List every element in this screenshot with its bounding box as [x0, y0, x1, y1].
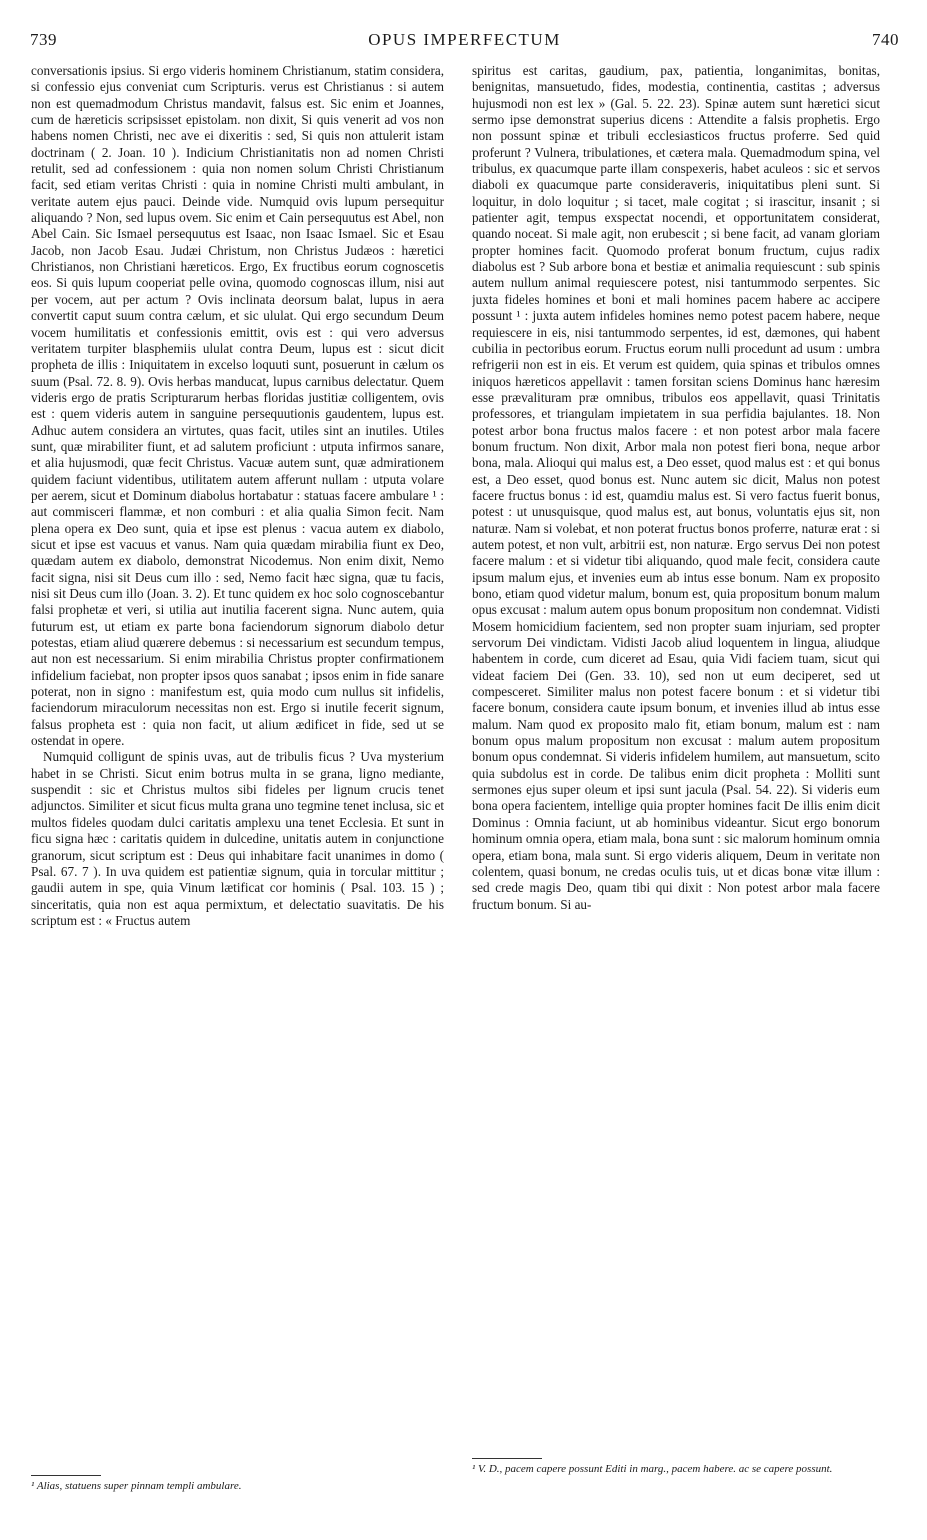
- left-footnote: ¹ Alias, statuens super pinnam templi ambulare.: [31, 1480, 242, 1492]
- left-column: [31, 63, 444, 1492]
- page-number-left: 739: [30, 30, 57, 49]
- running-title: OPUS IMPERFECTUM: [368, 30, 561, 49]
- right-paragraph-1: spiritus est caritas, gaudium, pax, patientia, longanimitas, bonitas, benignitas, mansuetudo, fides, modestia, continentia, castitas ; adversus hujusmodi non est lex » (Gal. 5. 22. 23). Spinæ autem sunt hæretici sicut sermo ipse demonstrat superius dicens : Attendite a falsis prophetis. Ergo non possunt spinæ et tribuli ecclesiasticos fructus proferre. Sed quid proferunt ? Vulnera, tribulationes, et cætera mala. Quemadmodum spina, vel tribulus, ex quacumque parte illam conspexeris, habet aculeos : sic et servos diaboli ex quacumque parte consideraveris, iniquitatibus pleni sunt. Si loquitur, in dolo loquitur ; si tacet, male cogitat ; si irascitur, insanit ; si patienter agit, tempus exspectat nocendi, et opportunitatem considerat, quando noceat. Si male agit, non erubescit ; si bene facit, ad vanam gloriam propter homines facit. Quomodo proferat bonum fructum, cujus radix diabolus est ? Sub arbore bona et bestiæ et animalia requiescunt : sub spinis autem nullum animal requiescere potest, nisi tantummodo serpentes. Sic juxta fideles homines et boni et mali homines pacem habere ac accipere possunt ¹ : juxta autem infideles homines nemo potest pacem habere, neque requiescere in eis, nisi tantummodo serpentes, id est, dæmones, qui habent cubilia in pectoribus eorum. Fructus eorum nulli procedunt ad usum : umbra refrigerii non est in eis. Et verum est quidem, quia spinas et tribulos omnes iniquos hæreticos appellavit : tamen forsitan sciens Dominus hanc hæresim esse prævalituram præ omnibus, tribulos eos appellavit, quasi Trinitatis professores, et triangulam impietatem in sua perfidia bajulantes. 18. Non potest arbor bona fructus malos facere : et non potest arbor mala facere bonum fructum. Non dixit, Arbor mala non potest fieri bona, neque arbor bona, mala. Alioqui qui malus est, a Deo esset, quod malus est : et qui bonus est, a Deo esset, quod bonus est. Nunc autem sic dicit, Malus non potest facere fructus bonus : id est, quamdiu malus est. Si vero factus fuerit bonus, potest : ut unusquisque, quod malus est, aut bonus, voluntatis ejus sit, non naturæ. Nam si volebat, et non poterat fructus bonos proferre, naturæ erat : si autem potest, et non vult, arbitrii est, non naturæ. Ergo servus Dei non potest facere malum : et si videtur tibi aliquando, quod male fecit, considera caute ipsum malum ejus, et invenies eum ab intus esse bonum. Nam ex proposito bono, etiam quod videtur malum, bonum est, quia propositum bonum malum opus excusat : malum autem opus bonum propositum non condemnat. Vidisti Mosem homicidium facientem, sed non propter suam injuriam, sed propter servorum Dei vindictam. Vidisti Jacob aliud loquentem in lingua, aliudque habentem in corde, cum diceret ad Esau, quia Vidi faciem tuam, sicut qui videat faciem Dei (Gen. 33. 10), sed non ut eum deciperet, sed ut compesceret. Similiter malus non potest facere bonum : et si videtur tibi facere bonum, considera caute ipsum bonum, et invenies illud ab intus esse malum. Nam quod ex proposito malo fit, etiam bonum, malum est : nam bonum opus malum propositum non excusat : malum autem propositum bonum opus condemnat. Si videris infidelem humilem, aut mansuetum, scito quia subdolus est in corde. De talibus enim dicit propheta : Molliti sunt sermones ejus super oleum et ipsi sunt jacula (Psal. 54. 22). Si videris eum bona opera facientem, intellige quia propter homines facit De illis enim dicit Dominus : Omnia faciunt, ut ab hominibus videantur. Sicut ergo bonorum hominum omnia opera, etiam mala, bona sunt : sic malorum hominum omnia opera, etiam bona, mala sunt. Si ergo videris aliquem, Deum in veritate non colentem, quasi bonum, ne credas oculis tuis, ut et dicas bonæ vitæ illum : sed crede magis Deo, quam tibi qui dixit : Non potest arbor mala facere fructum bonum. Si au-: [472, 63, 880, 912]
- page-header: [30, 30, 899, 60]
- right-column: [472, 63, 880, 1475]
- left-paragraph-2: Numquid colligunt de spinis uvas, aut de tribulis ficus ? Uva mysterium habet in se Christi. Sicut enim botrus multa in se grana, ligno mediante, suspendit : sic et Christus multos sibi fideles per lignum crucis tenet adjunctos. Similiter et sicut ficus multa grana uno tegmine tenet inclusa, sic et multos fideles quodam dulci caritatis amplexu una tenet Ecclesia. Et sunt in ficu signa hæc : caritatis quidem in dulcedine, unitatis autem in conjunctione granorum, sicut scriptum est : Deus qui inhabitare facit unanimes in domo ( Psal. 67. 7 ). In uva quidem est patientiæ signum, quia in torcular mittitur ; gaudii autem in spe, quia Vinum lætificat cor hominis ( Psal. 103. 15 ) ; sinceritatis, quia non est aqua permixtum, et delectatio suavitatis. De his scriptum est : « Fructus autem: [31, 749, 444, 928]
- right-column-text: [472, 63, 880, 1325]
- footnote-rule: [472, 1458, 542, 1459]
- right-footnote-block: [472, 1454, 880, 1476]
- left-column-text: [31, 63, 444, 1406]
- page-number-right: 740: [872, 30, 899, 49]
- right-footnote: ¹ V. D., pacem capere possunt Editi in marg., pacem habere. ac se capere possunt.: [472, 1463, 833, 1475]
- footnote-rule: [31, 1475, 101, 1476]
- left-paragraph-1: conversationis ipsius. Si ergo videris hominem Christianum, statim considera, si confessio ejus conveniat cum Scripturis. verus est Christianus : si autem non est quemadmodum Christus mandavit, falsus est. Sic enim et Joannes, cum de hæreticis scripsisset epistolam. non dixit, Si quis venerit ad vos non habens nomen Christi, nec ave ei dixeritis : sed, Si quis non attulerit istam doctrinam ( 2. Joan. 10 ). Indicium Christianitatis non ad nomen Christi retulit, sed ad confessionem : quia non nomen solum Christi Christianum facit, sed etiam veritas Christi : quia in nomine Christi multi ambulant, in veritate autem ejus pauci. Deinde vide. Numquid ovis lupum persequitur aliquando ? Non, sed lupus ovem. Sic enim et Cain persequutus est Abel, non Abel Cain. Sic Ismael persequutus est Isaac, non Isaac Ismael. Sic et Esau Jacob, non Jacob Esau. Judæi Christum, non Christus Judæos : hæretici Christianos, non Christiani hæreticos. Ergo, Ex fructibus eorum cognoscetis eos. Si quis lupum cooperiat pelle ovina, quomodo cognoscas illum, nisi aut per vocem, aut per actum ? Ovis inclinata deorsum balat, lupus in aera convertit caput suum contra cælum, et sic ululat. Qui ergo secundum Deum vocem humilitatis et confessionis emittit, ovis est : qui vero adversus veritatem turpiter blasphemiis ululat contra Deum, lupus est : sicut dicit propheta de illis : Iniquitatem in excelso loquuti sunt, posuerunt in cælum os suum (Psal. 72. 8. 9). Ovis herbas manducat, lupus carnibus delectatur. Quem videris ergo de pratis Scripturarum herbas floridas justitiæ colligentem, ovis est : quem videris autem in sanguine persequutionis gaudentem, lupus est. Adhuc autem considera an virtutes, quas facit, utiles sint an inutiles. Utiles sunt, quæ mirabiliter fiunt, et ad salutem proficiunt : utputa infirmos sanare, et alia hujusmodi, quæ fecit Christus. Vacuæ autem sunt, quæ admirationem quidem faciunt videntibus, utilitatem autem afferunt nullam : utputa volare per aerem, sicut et Dominum diabolus hortabatur : statuas facere ambulare ¹ : aut commisceri flammæ, et non comburi : et alia qualia Simon fecit. Nam plena opera ex Deo sunt, quia et ipse est plenus : vacua autem ex diabolo, sicut et ipse est vacuus et vanus. Nam quia quædam mirabilia fiunt ex Deo, quædam autem ex diabolo, demonstrat Nicodemus. Non enim dixit, Nemo facit signa, nisi sit Deus cum illo : sed, Nemo facit hæc signa, quæ tu facis, nisi sit Deus cum illo (Joan. 3. 2). Et tunc quidem ex hoc solo cognoscebantur falsi prophetæ et veri, si utilia aut inutilia facerent signa. Nunc autem, quia futurum est, ut etiam ex parte bona faciendorum signorum diabolo detur potestas, etiam aliud quærere debemus : si necessarium est secundum tempus, aut non est necessarium. Si enim mirabilia Christus propter confirmationem infidelium faciebat, non propter ipsos quos sanabat ; ipsos enim in fide sanare poterat, non in signo : manifestum est, quia modo cum nullus sit infidelis, faciendorum miraculorum necessitas non est. Ergo si inutile fecerit signum, falsus propheta est : quia non facit, ut alium ædificet in fide, sed ut se ostendat in opere.: [31, 63, 444, 749]
- left-footnote-block: [31, 1471, 444, 1493]
